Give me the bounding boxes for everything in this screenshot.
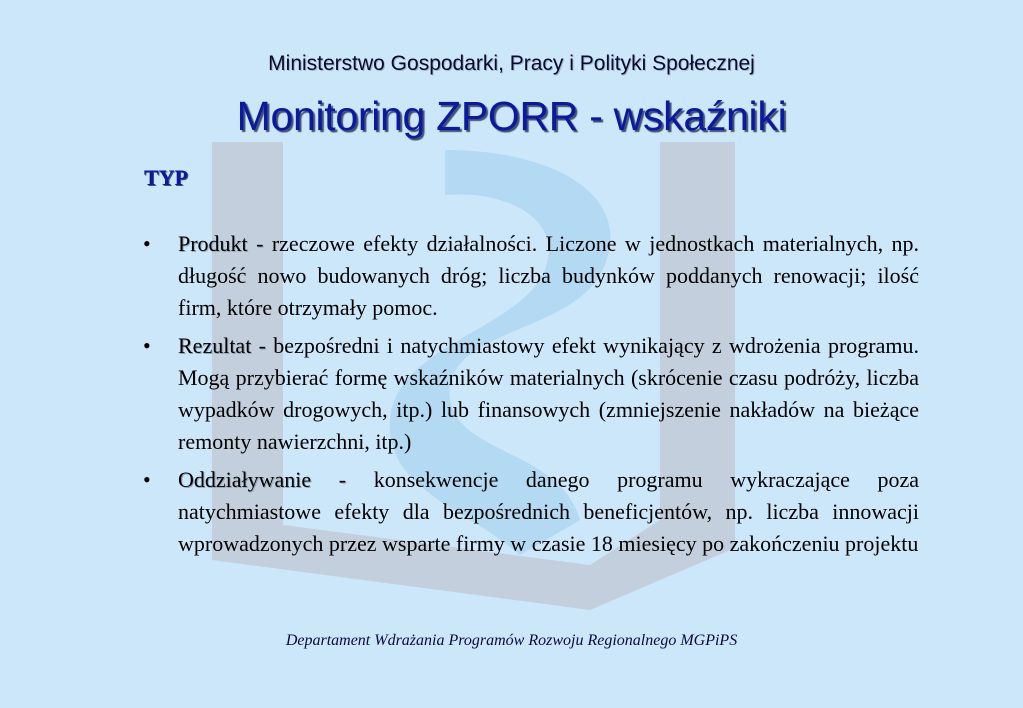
bullet-term: Rezultat -: [178, 333, 266, 358]
bullet-term: Oddziaływanie -: [178, 467, 347, 492]
bullet-item-produkt: [143, 228, 919, 324]
bullet-icon: •: [143, 467, 151, 492]
bullet-text: konsekwencje danego programu wykraczające poza natychmiastowe efekty dla bezpośrednich beneficjentów, np. liczba innowacji wprowadzonych przez wsparte firmy w czasie 18 miesięcy po zakończeniu projektu: [178, 467, 920, 556]
bullet-text: rzeczowe efekty działalności. Liczone w jednostkach materialnych, np. długość nowo budowanych dróg; liczba budynków poddanych renowacji; ilość firm, które otrzymały pomoc.: [178, 231, 919, 320]
slide-title: Monitoring ZPORR - wskaźniki: [236, 93, 787, 139]
bullet-item-oddzialywanie: [143, 464, 919, 560]
bullet-icon: •: [143, 333, 151, 358]
bullet-text: bezpośredni i natychmiastowy efekt wynikający z wdrożenia programu. Mogą przybierać formę wskaźników materialnych (skrócenie czasu podróży, liczba wypadków drogowych, itp.) lub finansowych (zmniejszenie nakładów na bieżące remonty nawierzchni, itp.): [178, 333, 919, 454]
footer-department: Departament Wdrażania Programów Rozwoju Regionalnego MGPiPS: [285, 632, 738, 649]
bullet-icon: •: [143, 231, 151, 256]
section-heading: TYP: [144, 165, 188, 190]
bullet-term: Produkt -: [178, 231, 264, 256]
bullet-item-rezultat: [143, 330, 919, 458]
ministry-name: Ministerstwo Gospodarki, Pracy i Polityki Społecznej: [268, 52, 755, 75]
bullet-list: [143, 228, 919, 566]
